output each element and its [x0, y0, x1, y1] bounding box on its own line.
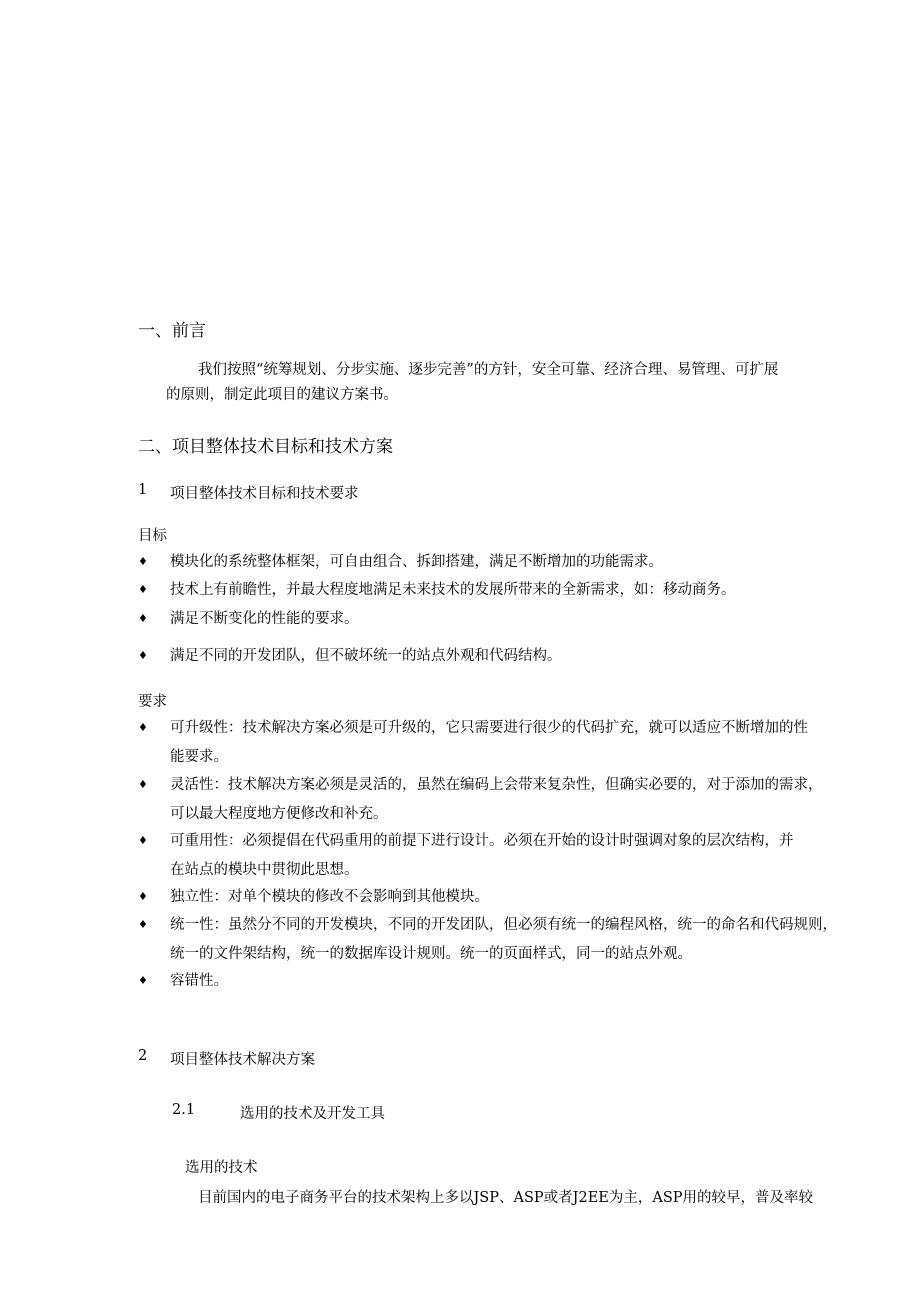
requirement-text-line1: 可重用性：必须提倡在代码重用的前提下进行设计。必须在开始的设计时强调对象的层次结构，并 [170, 833, 794, 849]
subsection-2-1-number: 2.1 [172, 1102, 196, 1118]
preface-heading: 一、前言 [138, 321, 206, 341]
goals-label: 目标 [138, 528, 167, 544]
goal-item-text: 技术上有前瞻性，并最大程度地满足未来技术的发展所带来的全新需求，如：移动商务。 [170, 582, 736, 598]
diamond-bullet-icon: ♦ [138, 555, 148, 568]
subsection-2-title: 项目整体技术解决方案 [170, 1052, 315, 1068]
requirement-text-line1: 统一性：虽然分不同的开发模块，不同的开发团队，但必须有统一的编程风格，统一的命名和代码规则， [170, 917, 837, 933]
goal-item-text: 模块化的系统整体框架，可自由组合、拆卸搭建，满足不断增加的功能需求。 [170, 554, 663, 570]
requirement-text-line2: 统一的文件架结构，统一的数据库设计规则。统一的页面样式，同一的站点外观。 [170, 946, 692, 962]
section2-heading: 二、项目整体技术目标和技术方案 [138, 437, 393, 457]
requirement-text-line1: 容错性。 [170, 973, 228, 989]
preface-paragraph-line2: 的原则，制定此项目的建议方案书。 [166, 387, 398, 403]
subsection-2-number: 2 [138, 1048, 148, 1064]
diamond-bullet-icon: ♦ [138, 612, 148, 625]
goal-item-text: 满足不断变化的性能的要求。 [170, 611, 359, 627]
diamond-bullet-icon: ♦ [138, 918, 148, 931]
requirement-text-line2: 在站点的模块中贯彻此思想。 [170, 862, 359, 878]
requirement-text-line1: 灵活性：技术解决方案必须是灵活的，虽然在编码上会带来复杂性，但确实必要的，对于添加的需求， [170, 777, 823, 793]
diamond-bullet-icon: ♦ [138, 583, 148, 596]
requirement-text-line2: 能要求。 [170, 749, 228, 765]
tech-label: 选用的技术 [185, 1160, 258, 1176]
requirement-text-line2: 可以最大程度地方便修改和补充。 [170, 806, 388, 822]
diamond-bullet-icon: ♦ [138, 649, 148, 662]
diamond-bullet-icon: ♦ [138, 974, 148, 987]
diamond-bullet-icon: ♦ [138, 890, 148, 903]
subsection-1-number: 1 [138, 482, 148, 498]
requirement-text-line1: 独立性：对单个模块的修改不会影响到其他模块。 [170, 889, 489, 905]
preface-paragraph-line1: 我们按照“统筹规划、分步实施、逐步完善”的方针，安全可靠、经济合理、易管理、可扩展 [198, 362, 779, 378]
diamond-bullet-icon: ♦ [138, 778, 148, 791]
tech-paragraph-line1: 目前国内的电子商务平台的技术架构上多以JSP、ASP或者J2EE为主，ASP用的较早，普及率较 [198, 1190, 814, 1206]
diamond-bullet-icon: ♦ [138, 721, 148, 734]
subsection-1-title: 项目整体技术目标和技术要求 [170, 486, 359, 502]
goal-item-text: 满足不同的开发团队，但不破坏统一的站点外观和代码结构。 [170, 648, 562, 664]
diamond-bullet-icon: ♦ [138, 834, 148, 847]
requirements-label: 要求 [138, 694, 167, 710]
requirement-text-line1: 可升级性：技术解决方案必须是可升级的，它只需要进行很少的代码扩充，就可以适应不断增加的性 [170, 720, 808, 736]
subsection-2-1-title: 选用的技术及开发工具 [240, 1106, 385, 1122]
